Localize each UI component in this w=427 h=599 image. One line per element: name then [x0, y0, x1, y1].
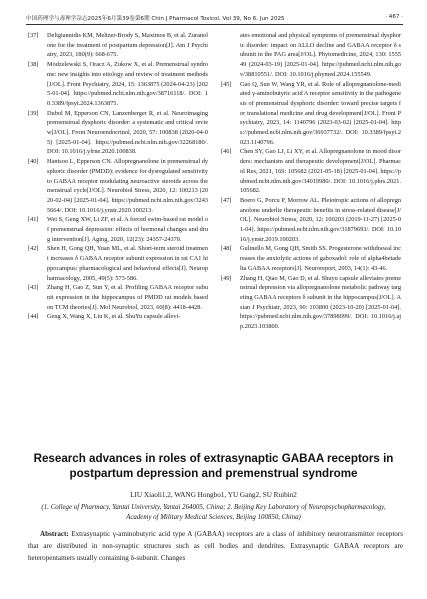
- reference-number: [42]: [28, 245, 39, 253]
- reference-text: Shen H, Gong QH, Yuan ML, et al. Short-term steroid treatment increases δ GABAA receptor subunit expression in rat CA1 hippocampus: pharmacological and behavioral effects[J]. Neuropharmacology, 2005, 49(5): 573-586.: [47, 245, 208, 282]
- reference-text: Gao Q, Sun W, Wang YR, et al. Role of allopregnanolone-mediated γ-aminobutyric acid A receptor sensitivity in the pathogenesis of premenstrual dysphoric disorder: toward precise targets for translational medicine and drug development[J/OL]. Front Psychiatry, 2023, 14: 1140796 (2023-03-02) [2025-01-04]. https://pubmed.ncbi.nlm.nih.gov/36937732/. DOI: 10.3389/fpsyt.2023.1140796.: [240, 80, 401, 146]
- affiliation: (1. College of Pharmacy, Yantai University, Yantai 264005, China; 2. Beijing Key Laboratory of Neuropsychopharmacology, Academy of Military Medical Sciences, Beijing 100850, China): [41, 504, 386, 521]
- page-number: · 467 ·: [385, 14, 403, 20]
- author-list: LIU Xiaoli1,2, WANG Hongbo1, YU Gang2, SU Ruibin2: [130, 491, 297, 499]
- reference-number: [38]: [28, 61, 39, 69]
- reference-number: [39]: [28, 109, 39, 117]
- reference-item: [221, 274, 401, 332]
- reference-text: Modzelewski S, Oracz A, Zukow X, et al. Premenstrual syndrome: new insights into etiology and review of treatment methods[J/OL]. Front Psychiatry, 2024, 15: 1363875 (2024-04-23) [2025-01-04]. https://pubmed.ncbi.nlm.nih.gov/38716118/. DOI: 10.3389/fpsyt.2024.1363875.: [47, 61, 208, 107]
- reference-column-right: [221, 31, 401, 332]
- reference-item: [28, 60, 208, 109]
- reference-number: [43]: [28, 284, 39, 292]
- reference-number: [40]: [28, 158, 39, 166]
- reference-item: [221, 31, 401, 80]
- reference-item: [28, 312, 208, 322]
- abstract-label: Abstract:: [40, 530, 69, 538]
- reference-item: [28, 244, 208, 283]
- reference-number: [41]: [28, 216, 39, 224]
- reference-text: ates emotional and physical symptoms of premenstrual dysphoric disorder: impact on ALLO decline and GABAA receptor δ subunit in the PAG area[J/OL]. Phytomedicine, 2024, 130: 155549 (2024-03-19) [2025-01-04]. https://pubmed.ncbi.nlm.nih.gov/38810551/. DOI: 10.1016/j.phymed.2024.155549.: [240, 32, 401, 78]
- reference-text: Gulinello M, Gong QH, Smith SS. Progesterone withdrawal increases the anxiolytic actions of gaboxadol: role of alpha4betadelta GABAA receptors[J]. Neuroreport, 2003, 14(1): 43-46.: [240, 245, 401, 272]
- reference-text: Deligiannidis KM, Meltzer-Brody S, Maximos B, et al. Zuranolone for the treatment of postpartum depression[J]. Am J Psychiatry, 2023, 180(9): 668-675.: [47, 32, 208, 59]
- reference-text: Zhang H, Qiao M, Gao D, et al. Shuyu capsule alleviates premenstrual depression via allopregnanolone metabolic pathway targeting GABAA receptors δ subunit in the hippocampus[J/OL]. Asian J Psychiatr, 2023, 90: 103800 (2023-10-20) [2025-01-04]. https://pubmed.ncbi.nlm.nih.gov/37898099/. DOI: 10.1016/j.ajp.2023.103800.: [240, 274, 401, 331]
- reference-item: [28, 283, 208, 312]
- reference-text: Boero G, Porcu P, Morrow AL. Pleiotropic actions of allopregnanolone underlie therapeutic benefits in stress-related disease[J/OL]. Neurobiol Stress, 2020, 12: 100203 (2019-11-27) [2025-01-04]. https://pubmed.ncbi.nlm.nih.gov/31879693/. DOI: 10.1016/j.ynstr.2019.100203.: [240, 196, 401, 243]
- reference-text: Chen SY, Gao LJ, Li XY, et al. Allopregnanolone in mood disorders: mechanism and therapeutic development[J/OL]. Pharmacol Res, 2021, 169: 105682 (2021-05-18) [2025-01-04]. https://pubmed.ncbi.nlm.nih.gov/34019980/. DOI: 10.1016/j.phrs.2021.105682.: [240, 148, 401, 195]
- title-line-1: Research advances in roles of extrasynaptic GABAA receptors in: [33, 452, 394, 465]
- reference-item: [28, 109, 208, 158]
- journal-header: 中国药理学与毒理学杂志2025年6月第39卷第6期 Chin J Pharmacol Toxicol, Vol 39, No 6, Jun 2025: [26, 16, 285, 22]
- reference-number: [49]: [221, 274, 232, 282]
- abstract: [28, 529, 403, 564]
- reference-number: [46]: [221, 148, 232, 156]
- reference-number: [37]: [28, 32, 39, 39]
- reference-column-left: [28, 31, 208, 322]
- reference-number: [44]: [28, 313, 39, 321]
- title-line-2: postpartum depression and premenstrual syndrome: [69, 467, 358, 480]
- reference-columns: [28, 31, 404, 423]
- header-rule: [26, 24, 403, 25]
- reference-item: [221, 147, 401, 196]
- reference-text: Zhang H, Gao Z, Sun Y, et al. Profiling GABAA receptor subunit expression in the hippocampus of PMDD rat models based on TCM theories[J]. Mol Neurobiol, 2023, 60(8): 4418-4428.: [47, 284, 208, 311]
- article-title: [20, 451, 407, 481]
- reference-item: [221, 196, 401, 245]
- reference-item: [28, 215, 208, 244]
- reference-text: Hantsoo L, Epperson CN. Allopregnanolone in premenstrual dysphoric disorder (PMDD): evidence for dysregulated sensitivity to GABAA receptor modulating neuroactive steroids across the menstrual cycle[J/OL]. Neurobiol Stress, 2020, 12: 100213 (2020-02-04) [2025-01-04]. https://pubmed.ncbi.nlm.nih.gov/32435664/. DOI: 10.1016/j.ynstr.2020.100213.: [47, 158, 208, 214]
- reference-item: [28, 31, 208, 60]
- reference-item: [28, 157, 208, 215]
- reference-number: [45]: [221, 80, 232, 88]
- reference-text: Geng X, Wang X, Liu K, et al. ShuYu capsule allevi-: [47, 313, 181, 321]
- reference-item: [221, 80, 401, 148]
- reference-number: [48]: [221, 245, 232, 253]
- reference-text: Dubol M, Epperson CN, Lanzenberger R, et al. Neuroimaging premenstrual dysphoric disorder: a systematic and critical review[J/OL]. Front Neuroendocrinol, 2020, 57: 100838 (2020-04-05) [2025-01-04]. https://pubmed.ncbi.nlm.nih.gov/32268180/. DOI: 10.1016/j.yfrne.2020.100838.: [47, 109, 208, 156]
- reference-text: Wei S, Geng XW, Li ZF, et al. A forced swim-based rat model of premenstrual depression: effects of hormonal changes and drug intervention[J]. Aging, 2020, 12(23): 24357-24370.: [47, 216, 208, 243]
- reference-number: [47]: [221, 196, 232, 204]
- abstract-text: Extrasynaptic γ-aminobutyric acid type A (GABAA) receptors are a class of inhibitory neurotransmitter receptors that are distributed in non-synaptic structures such as cell bodies and dendrites. Extrasynaptic GABAA receptors are heteropentamers usually containing δ-subunit. Changes: [28, 530, 403, 562]
- reference-item: [221, 244, 401, 273]
